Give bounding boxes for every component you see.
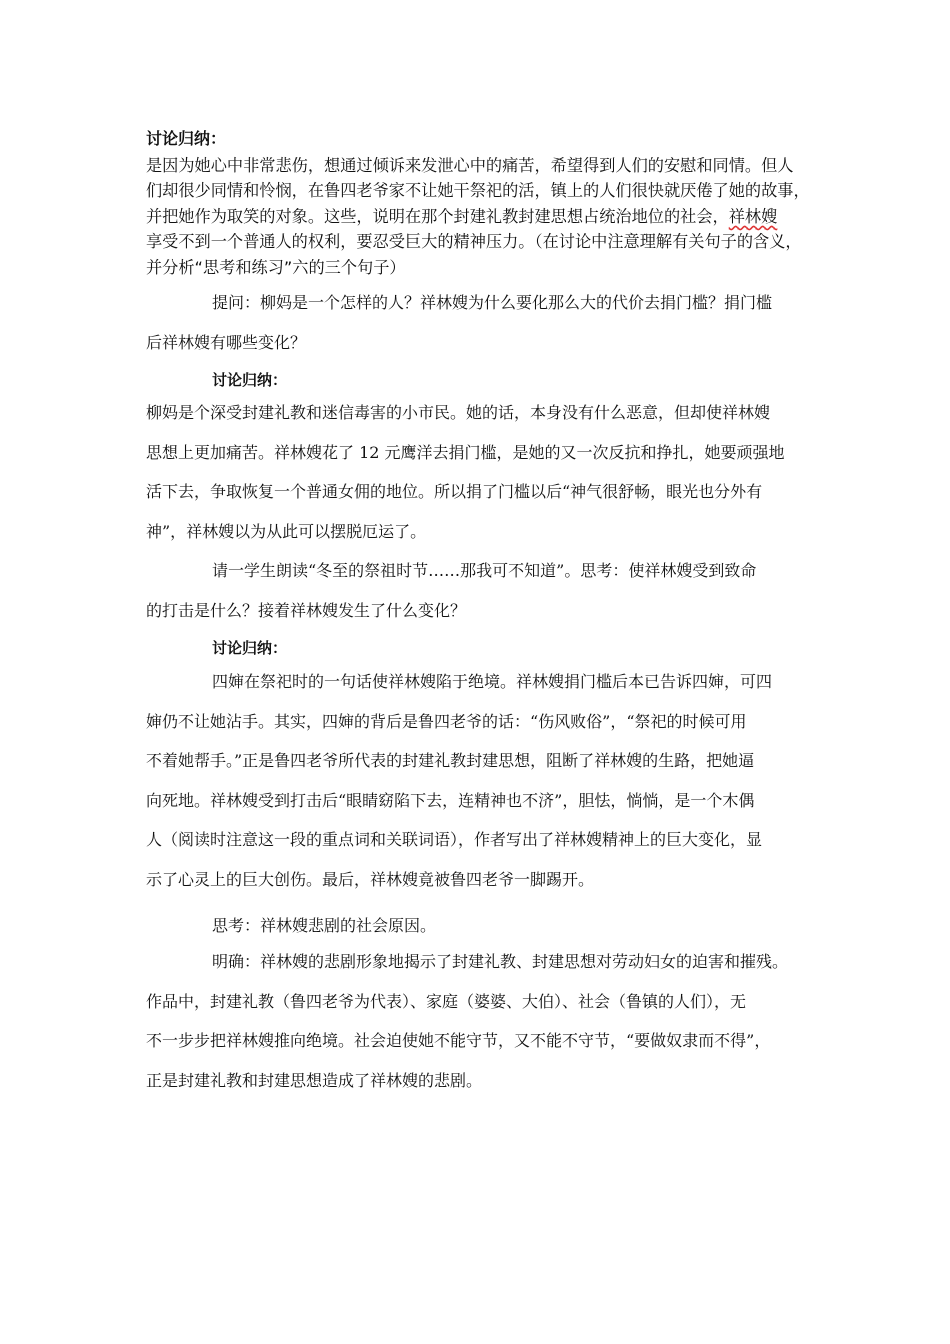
pasted-text-image bbox=[146, 126, 826, 281]
answer-1-line: 柳妈是个深受封建礼教和迷信毒害的小市民。她的话，本身没有什么恶意，但却使祥林嫂 bbox=[146, 403, 771, 422]
image-line: 并分析“思考和练习”六的三个句子） bbox=[146, 257, 406, 277]
think-text: 思考：祥林嫂悲剧的社会原因。 bbox=[212, 916, 437, 935]
answer-2-line: 不着她帮手。”正是鲁四老爷所代表的封建礼教封建思想，阻断了祥林嫂的生路，把她逼 bbox=[146, 751, 755, 770]
answer-1-line: 思想上更加痛苦。祥林嫂花了 12 元鹰洋去捐门槛，是她的又一次反抗和挣扎，她要顽强地 bbox=[146, 442, 785, 462]
clarification-line: 作品中，封建礼教（鲁四老爷为代表）、家庭（婆婆、大伯）、社会（鲁镇的人们），无 bbox=[146, 991, 747, 1011]
answer-1-line: 神”，祥林嫂以为从此可以摆脱厄运了。 bbox=[146, 521, 427, 541]
heading-text: 讨论归纳： bbox=[212, 639, 288, 657]
image-line: 享受不到一个普通人的权利，要忍受巨大的精神压力。（在讨论中注意理解有关句子的含义， bbox=[146, 232, 802, 252]
image-line: 是因为她心中非常悲伤，想通过倾诉来发泄心中的痛苦，希望得到人们的安慰和同情。但人 bbox=[146, 155, 794, 175]
answer-1 bbox=[146, 393, 818, 551]
answer-2-line: 婶仍不让她沾手。其实，四婶的背后是鲁四老爷的话：“伤风败俗”，“祭祀的时候可用 bbox=[146, 711, 747, 731]
question-1-line: 后祥林嫂有哪些变化？ bbox=[146, 332, 307, 352]
clarification-line: 正是封建礼教和封建思想造成了祥林嫂的悲剧。 bbox=[146, 1070, 483, 1090]
image-line: 们却很少同情和怜悯，在鲁四老爷家不让她干祭祀的活，镇上的人们很快就厌倦了她的故事， bbox=[146, 181, 810, 201]
think-prompt bbox=[146, 906, 818, 946]
answer-2-line: 四婶在祭祀时的一句话使祥林嫂陷于绝境。祥林嫂捐门槛后本已告诉四婶，可四 bbox=[212, 672, 773, 691]
heading-text: 讨论归纳： bbox=[212, 371, 288, 389]
question-2-line: 的打击是什么？接着祥林嫂发生了什么变化？ bbox=[146, 600, 467, 620]
answer-2 bbox=[146, 662, 818, 899]
image-line bbox=[146, 204, 826, 230]
answer-2-line: 示了心灵上的巨大创伤。最后，祥林嫂竟被鲁四老爷一脚踢开。 bbox=[146, 869, 595, 889]
answer-1-line: 活下去，争取恢复一个普通女佣的地位。所以捐了门槛以后“神气很舒畅，眼光也分外有 bbox=[146, 482, 763, 501]
spellcheck-underlined-word: 祥林嫂 bbox=[728, 206, 778, 226]
answer-2-line: 人（阅读时注意这一段的重点词和关联词语），作者写出了祥林嫂精神上的巨大变化，显 bbox=[146, 830, 763, 849]
question-1-line: 提问：柳妈是一个怎样的人？祥林嫂为什么要化那么大的代价去捐门槛？捐门槛 bbox=[212, 293, 773, 312]
clarification-line: 不一步步把祥林嫂推向绝境。社会迫使她不能守节，又不能不守节，“要做奴隶而不得”， bbox=[146, 1031, 771, 1050]
question-1 bbox=[146, 283, 818, 362]
image-heading: 讨论归纳： bbox=[146, 129, 227, 148]
image-line-text: 并把她作为取笑的对象。这些，说明在那个封建礼教封建思想占统治地位的社会， bbox=[146, 206, 729, 226]
question-2 bbox=[146, 551, 818, 630]
clarification bbox=[146, 942, 818, 1100]
question-2-line: 请一学生朗读“冬至的祭祖时节……那我可不知道”。思考：使祥林嫂受到致命 bbox=[212, 561, 757, 580]
answer-2-line: 向死地。祥林嫂受到打击后“眼睛窈陷下去，连精神也不济”，胆怯，惝惝，是一个木偶 bbox=[146, 790, 755, 810]
image-paragraph bbox=[146, 153, 826, 281]
clarification-line: 明确：祥林嫂的悲剧形象地揭示了封建礼教、封建思想对劳动妇女的迫害和摧残。 bbox=[212, 952, 789, 971]
